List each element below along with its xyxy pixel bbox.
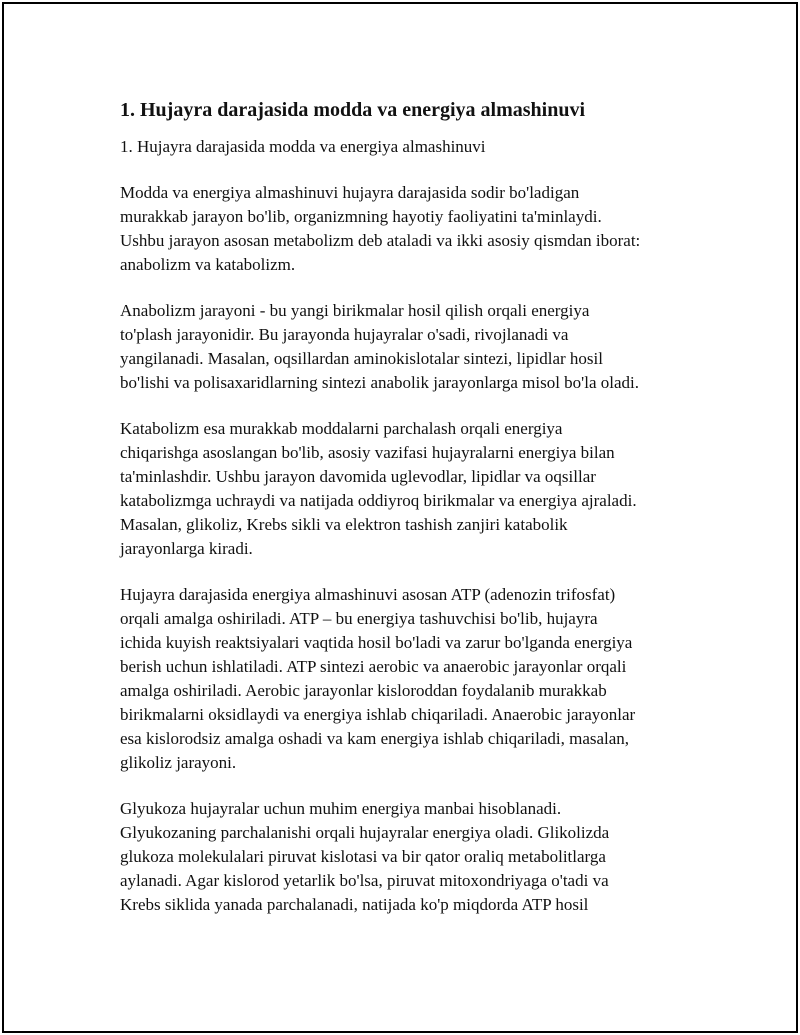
- paragraph-line: Masalan, glikoliz, Krebs sikli va elektron tashish zanjiri katabolik: [120, 515, 568, 534]
- document-heading: 1. Hujayra darajasida modda va energiya almashinuvi: [120, 99, 586, 121]
- paragraph: [120, 797, 700, 917]
- paragraph-line: orqali amalga oshiriladi. ATP – bu energiya tashuvchisi bo'lib, hujayra: [120, 609, 598, 628]
- paragraph-line: berish uchun ishlatiladi. ATP sintezi aerobic va anaerobic jarayonlar orqali: [120, 657, 627, 676]
- paragraph-line: glukoza molekulalari piruvat kislotasi va bir qator oraliq metabolitlarga: [120, 847, 606, 866]
- paragraph: [120, 299, 700, 395]
- paragraph: [120, 583, 700, 775]
- paragraph-line: Glyukoza hujayralar uchun muhim energiya manbai hisoblanadi.: [120, 799, 562, 818]
- paragraph-line: anabolizm va katabolizm.: [120, 255, 296, 274]
- paragraph-line: Krebs siklida yanada parchalanadi, natijada ko'p miqdorda ATP hosil: [120, 895, 589, 914]
- paragraph-line: Anabolizm jarayoni - bu yangi birikmalar hosil qilish orqali energiya: [120, 301, 590, 320]
- paragraph-line: birikmalarni oksidlaydi va energiya ishlab chiqariladi. Anaerobic jarayonlar: [120, 705, 636, 724]
- paragraph-line: chiqarishga asoslangan bo'lib, asosiy vazifasi hujayralarni energiya bilan: [120, 443, 615, 462]
- paragraph-line: jarayonlarga kiradi.: [120, 539, 253, 558]
- paragraph-line: ta'minlashdir. Ushbu jarayon davomida uglevodlar, lipidlar va oqsillar: [120, 467, 596, 486]
- paragraph-line: murakkab jarayon bo'lib, organizmning hayotiy faoliyatini ta'minlaydi.: [120, 207, 602, 226]
- paragraph-line: glikoliz jarayoni.: [120, 753, 237, 772]
- paragraph-line: Hujayra darajasida energiya almashinuvi asosan ATP (adenozin trifosfat): [120, 585, 616, 604]
- paragraph-line: Glyukozaning parchalanishi orqali hujayralar energiya oladi. Glikolizda: [120, 823, 610, 842]
- paragraph-list: [120, 181, 700, 917]
- paragraph: [120, 417, 700, 561]
- paragraph-line: esa kislorodsiz amalga oshadi va kam energiya ishlab chiqariladi, masalan,: [120, 729, 630, 748]
- paragraph-line: ichida kuyish reaktsiyalari vaqtida hosil bo'ladi va zarur bo'lganda energiya: [120, 633, 633, 652]
- paragraph-line: bo'lishi va polisaxaridlarning sintezi anabolik jarayonlarga misol bo'la oladi.: [120, 373, 639, 392]
- paragraph-line: amalga oshiriladi. Aerobic jarayonlar kisloroddan foydalanib murakkab: [120, 681, 607, 700]
- document-page: [2, 2, 798, 1033]
- paragraph-line: Katabolizm esa murakkab moddalarni parchalash orqali energiya: [120, 419, 563, 438]
- paragraph-line: katabolizmga uchraydi va natijada oddiyroq birikmalar va energiya ajraladi.: [120, 491, 637, 510]
- paragraph-line: yangilanadi. Masalan, oqsillardan aminokislotalar sintezi, lipidlar hosil: [120, 349, 603, 368]
- paragraph-line: Ushbu jarayon asosan metabolizm deb ataladi va ikki asosiy qismdan iborat:: [120, 231, 641, 250]
- paragraph-line: aylanadi. Agar kislorod yetarlik bo'lsa, piruvat mitoxondriyaga o'tadi va: [120, 871, 609, 890]
- paragraph-line: to'plash jarayonidir. Bu jarayonda hujayralar o'sadi, rivojlanadi va: [120, 325, 569, 344]
- paragraph-line: Modda va energiya almashinuvi hujayra darajasida sodir bo'ladigan: [120, 183, 580, 202]
- paragraph: [120, 181, 700, 277]
- document-content: [120, 96, 700, 917]
- document-subheading: 1. Hujayra darajasida modda va energiya almashinuvi: [120, 137, 486, 156]
